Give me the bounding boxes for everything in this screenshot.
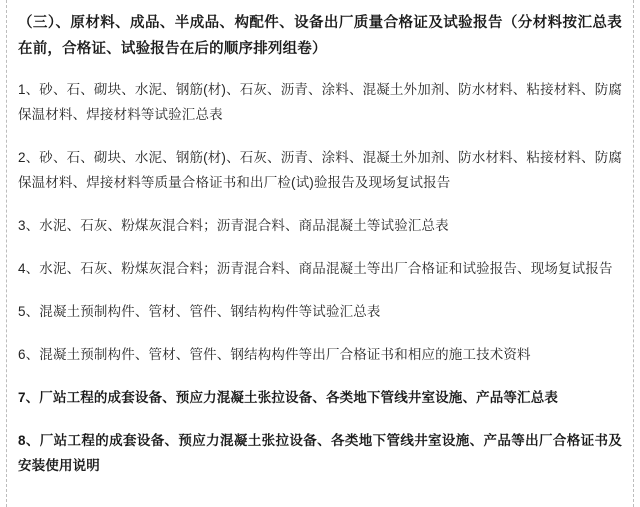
page-left-border (6, 0, 7, 507)
list-item: 3、水泥、石灰、粉煤灰混合料；沥青混合料、商品混凝土等试验汇总表 (18, 218, 449, 233)
list-item: 6、混凝土预制构件、管材、管件、钢结构构件等出厂合格证书和相应的施工技术资料 (18, 347, 531, 362)
document-content (18, 10, 622, 487)
list-item: 4、水泥、石灰、粉煤灰混合料；沥青混合料、商品混凝土等出厂合格证和试验报告、现场复试报告 (18, 261, 613, 276)
list-item: 7、厂站工程的成套设备、预应力混凝土张拉设备、各类地下管线井室设施、产品等汇总表 (18, 390, 559, 405)
list-item: 1、砂、石、砌块、水泥、钢筋(材)、石灰、沥青、涂料、混凝土外加剂、防水材料、粘接材料、防腐保温材料、焊接材料等试验汇总表 (18, 82, 622, 122)
list-item: 2、砂、石、砌块、水泥、钢筋(材)、石灰、沥青、涂料、混凝土外加剂、防水材料、粘接材料、防腐保温材料、焊接材料等质量合格证书和出厂检(试)验报告及现场复试报告 (18, 150, 622, 190)
list-item: 5、混凝土预制构件、管材、管件、钢结构构件等试验汇总表 (18, 304, 381, 319)
page-right-border (633, 0, 634, 507)
list-item: 8、厂站工程的成套设备、预应力混凝土张拉设备、各类地下管线井室设施、产品等出厂合格证书及安装使用说明 (18, 433, 622, 473)
section-heading: （三）、原材料、成品、半成品、构配件、设备出厂质量合格证及试验报告（分材料按汇总表在前，合格证、试验报告在后的顺序排列组卷） (18, 15, 622, 57)
